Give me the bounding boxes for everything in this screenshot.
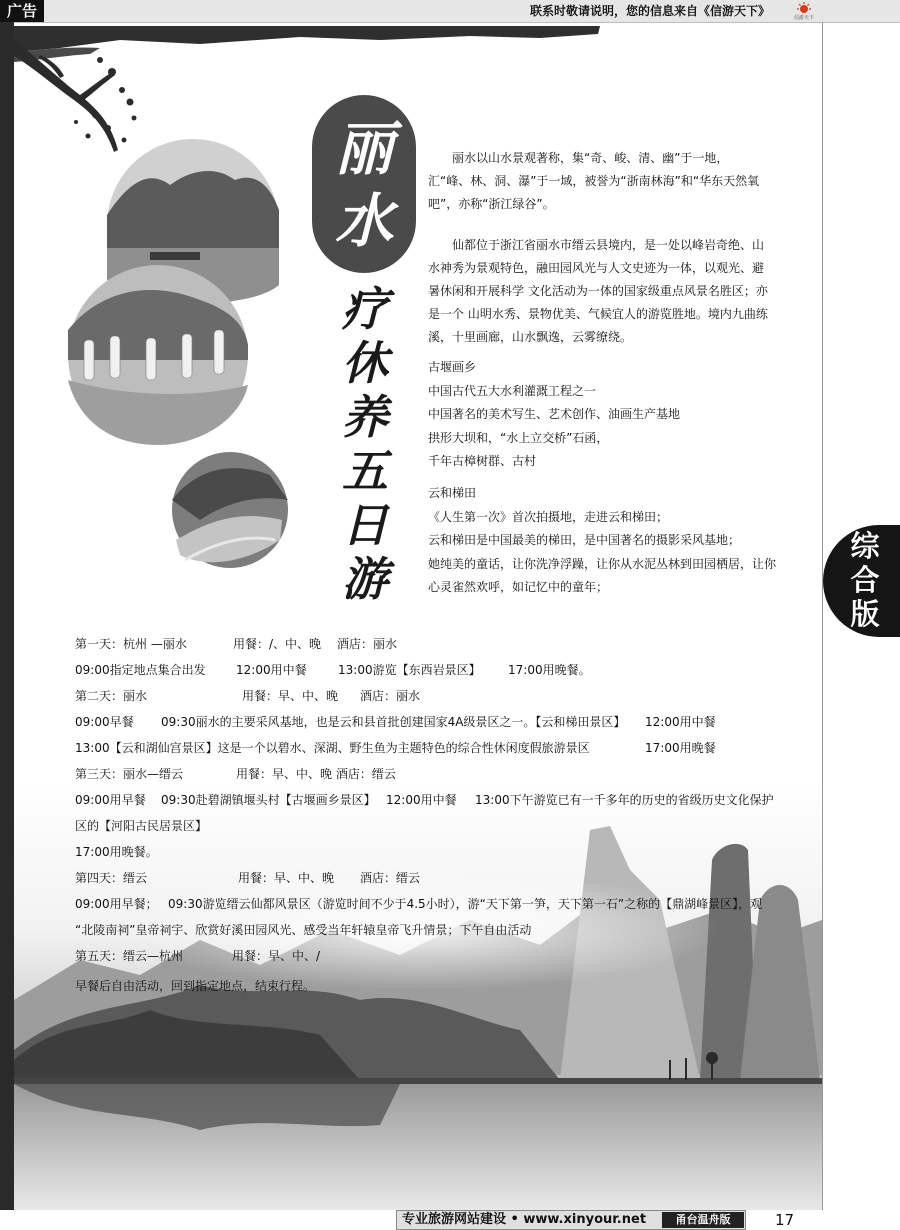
footer-website[interactable]: 专业旅游网站建设 • www.xinyour.net	[402, 1212, 647, 1227]
feature-title: 古堰画乡	[428, 360, 477, 374]
schedule-item: 13:00【云和湖仙宫景区】这是一个以碧水、深湖、野生鱼为主题特色的综合性休闲度假旅游景区	[75, 741, 590, 755]
hotel-label: 酒店：丽水	[360, 689, 421, 703]
schedule-item: “北陵南祠”皇帝祠宇、欣赏好溪田园风光、感受当年轩辕皇帝飞升情景；下午自由活动	[75, 923, 532, 937]
ad-label: 广告	[0, 0, 44, 22]
intro-paragraph-1: 丽水以山水景观著称，集“奇、峻、清、幽”于一地，汇“峰、林、洞、瀑”于一域，被誉为“浙南林海”和“华东天然氧吧”，亦称“浙江绿谷”。	[428, 151, 760, 211]
schedule-line	[75, 891, 785, 917]
schedule-item: 17:00用晚餐	[645, 741, 716, 755]
schedule-item: 09:30赴碧湖镇堰头村【古堰画乡景区】	[161, 793, 376, 807]
day-label: 第一天：杭州 —丽水	[75, 637, 187, 651]
title-char-1: 丽	[334, 115, 393, 183]
title-subtitle: 疗休养五日游	[342, 282, 388, 606]
left-ink-border	[0, 22, 14, 1210]
day-label: 第三天：丽水—缙云	[75, 767, 184, 781]
day-label: 第四天：缙云	[75, 871, 148, 885]
day-header	[75, 865, 785, 891]
feature-line: 云和梯田是中国最美的梯田，是中国著名的摄影采风基地；	[428, 533, 741, 547]
schedule-item: 09:00早餐	[75, 715, 134, 729]
feature-line: 拱形大坝和，“水上立交桥”石函，	[428, 430, 609, 445]
schedule-line	[75, 917, 785, 943]
schedule-item: 13:00游览【东西岩景区】	[338, 663, 481, 677]
feature-guyan	[428, 356, 788, 474]
schedule-item: 12:00用中餐	[645, 715, 716, 729]
hotel-label: 酒店：缙云	[360, 871, 421, 885]
meals-label: 用餐：早、中、/	[232, 949, 321, 963]
feature-line: 她纯美的童话，让你洗净浮躁，让你从水泥丛林到田园栖居，让你	[428, 556, 777, 571]
schedule-line	[75, 839, 785, 865]
schedule-item: 12:00用中餐	[386, 793, 457, 807]
meals-label: 用餐：早、中、晚	[238, 871, 335, 885]
schedule-item: 17:00用晚餐。	[508, 663, 591, 677]
footer-edition: 甬台温舟版	[662, 1212, 744, 1228]
day-header	[75, 683, 785, 709]
schedule-item: 09:30丽水的主要采风基地，也是云和县首批创建国家4A级景区之一。【云和梯田景区】	[161, 715, 626, 729]
title-main	[312, 113, 416, 257]
schedule-line	[75, 973, 785, 999]
meals-label: 用餐：/、中、晚	[233, 637, 322, 651]
section-tab-label: 综合版	[850, 529, 880, 631]
schedule-item: 17:00用晚餐。	[75, 845, 158, 859]
source-notice: 联系时敬请说明，您的信息来自《信游天下》	[530, 4, 771, 18]
schedule-line	[75, 787, 785, 813]
itinerary	[75, 631, 785, 999]
schedule-item: 09:30游览缙云仙都风景区（游览时间不少于4.5小时），游“天下第一笋，天下第一石”之称的【鼎湖峰景区】，观	[168, 897, 763, 911]
schedule-item: 区的【河阳古民居景区】	[75, 819, 208, 833]
feature-line: 千年古樟树群、古村	[428, 454, 537, 468]
meals-label: 用餐：早、中、晚 酒店：缙云	[236, 767, 396, 781]
tourists-rocks-photo	[68, 265, 248, 445]
schedule-line	[75, 709, 785, 735]
schedule-item: 09:00用早餐	[75, 793, 146, 807]
page-number: 17	[775, 1211, 795, 1229]
intro-text	[428, 147, 768, 349]
top-ink-stroke	[14, 26, 600, 52]
schedule-item: 12:00用中餐	[236, 663, 307, 677]
feature-line: 中国著名的美术写生、艺术创作、油画生产基地	[428, 407, 681, 421]
page-edge-line	[822, 22, 823, 1212]
feature-line: 中国古代五大水利灌溉工程之一	[428, 383, 597, 398]
feature-yunhe	[428, 482, 788, 600]
day-header	[75, 761, 785, 787]
schedule-line	[75, 735, 785, 761]
schedule-item: 早餐后自由活动，回到指定地点，结束行程。	[75, 979, 316, 993]
terraced-fields-photo	[172, 452, 288, 568]
ink-branch-decoration	[14, 40, 137, 152]
schedule-line	[75, 657, 785, 683]
schedule-item: 13:00下午游览已有一千多年的历史的省级历史文化保护	[475, 793, 774, 807]
day-header	[75, 631, 785, 657]
day-header	[75, 943, 785, 969]
schedule-item: 09:00用早餐；	[75, 897, 158, 911]
schedule-item: 09:00指定地点集合出发	[75, 663, 206, 677]
feature-line: 心灵雀然欢呼，如记忆中的童年；	[428, 580, 609, 594]
feature-title: 云和梯田	[428, 486, 477, 500]
day-label: 第二天：丽水	[75, 689, 148, 703]
logo-caption: 信游天下	[793, 15, 815, 20]
feature-line: 《人生第一次》首次拍摄地，走进云和梯田；	[428, 509, 669, 524]
day-label: 第五天：缙云—杭州	[75, 949, 184, 963]
meals-label: 用餐：早、中、晚	[242, 689, 339, 703]
title-char-2: 水	[334, 187, 393, 255]
intro-paragraph-2: 仙都位于浙江省丽水市缙云县境内，是一处以峰岩奇绝、山水神秀为景观特色，融田园风光与人文史迹为一体，以观光、避暑休闲和开展科学 文化活动为一体的国家级重点风景名胜区；亦是一个 山明水秀、景物优美、气候宜人的游览胜地。境内九曲练溪，十里画廊，山水飘逸，云雾缭绕。	[428, 238, 768, 344]
schedule-line	[75, 813, 785, 839]
title-badge	[312, 95, 416, 273]
hotel-label: 酒店：丽水	[337, 637, 398, 651]
